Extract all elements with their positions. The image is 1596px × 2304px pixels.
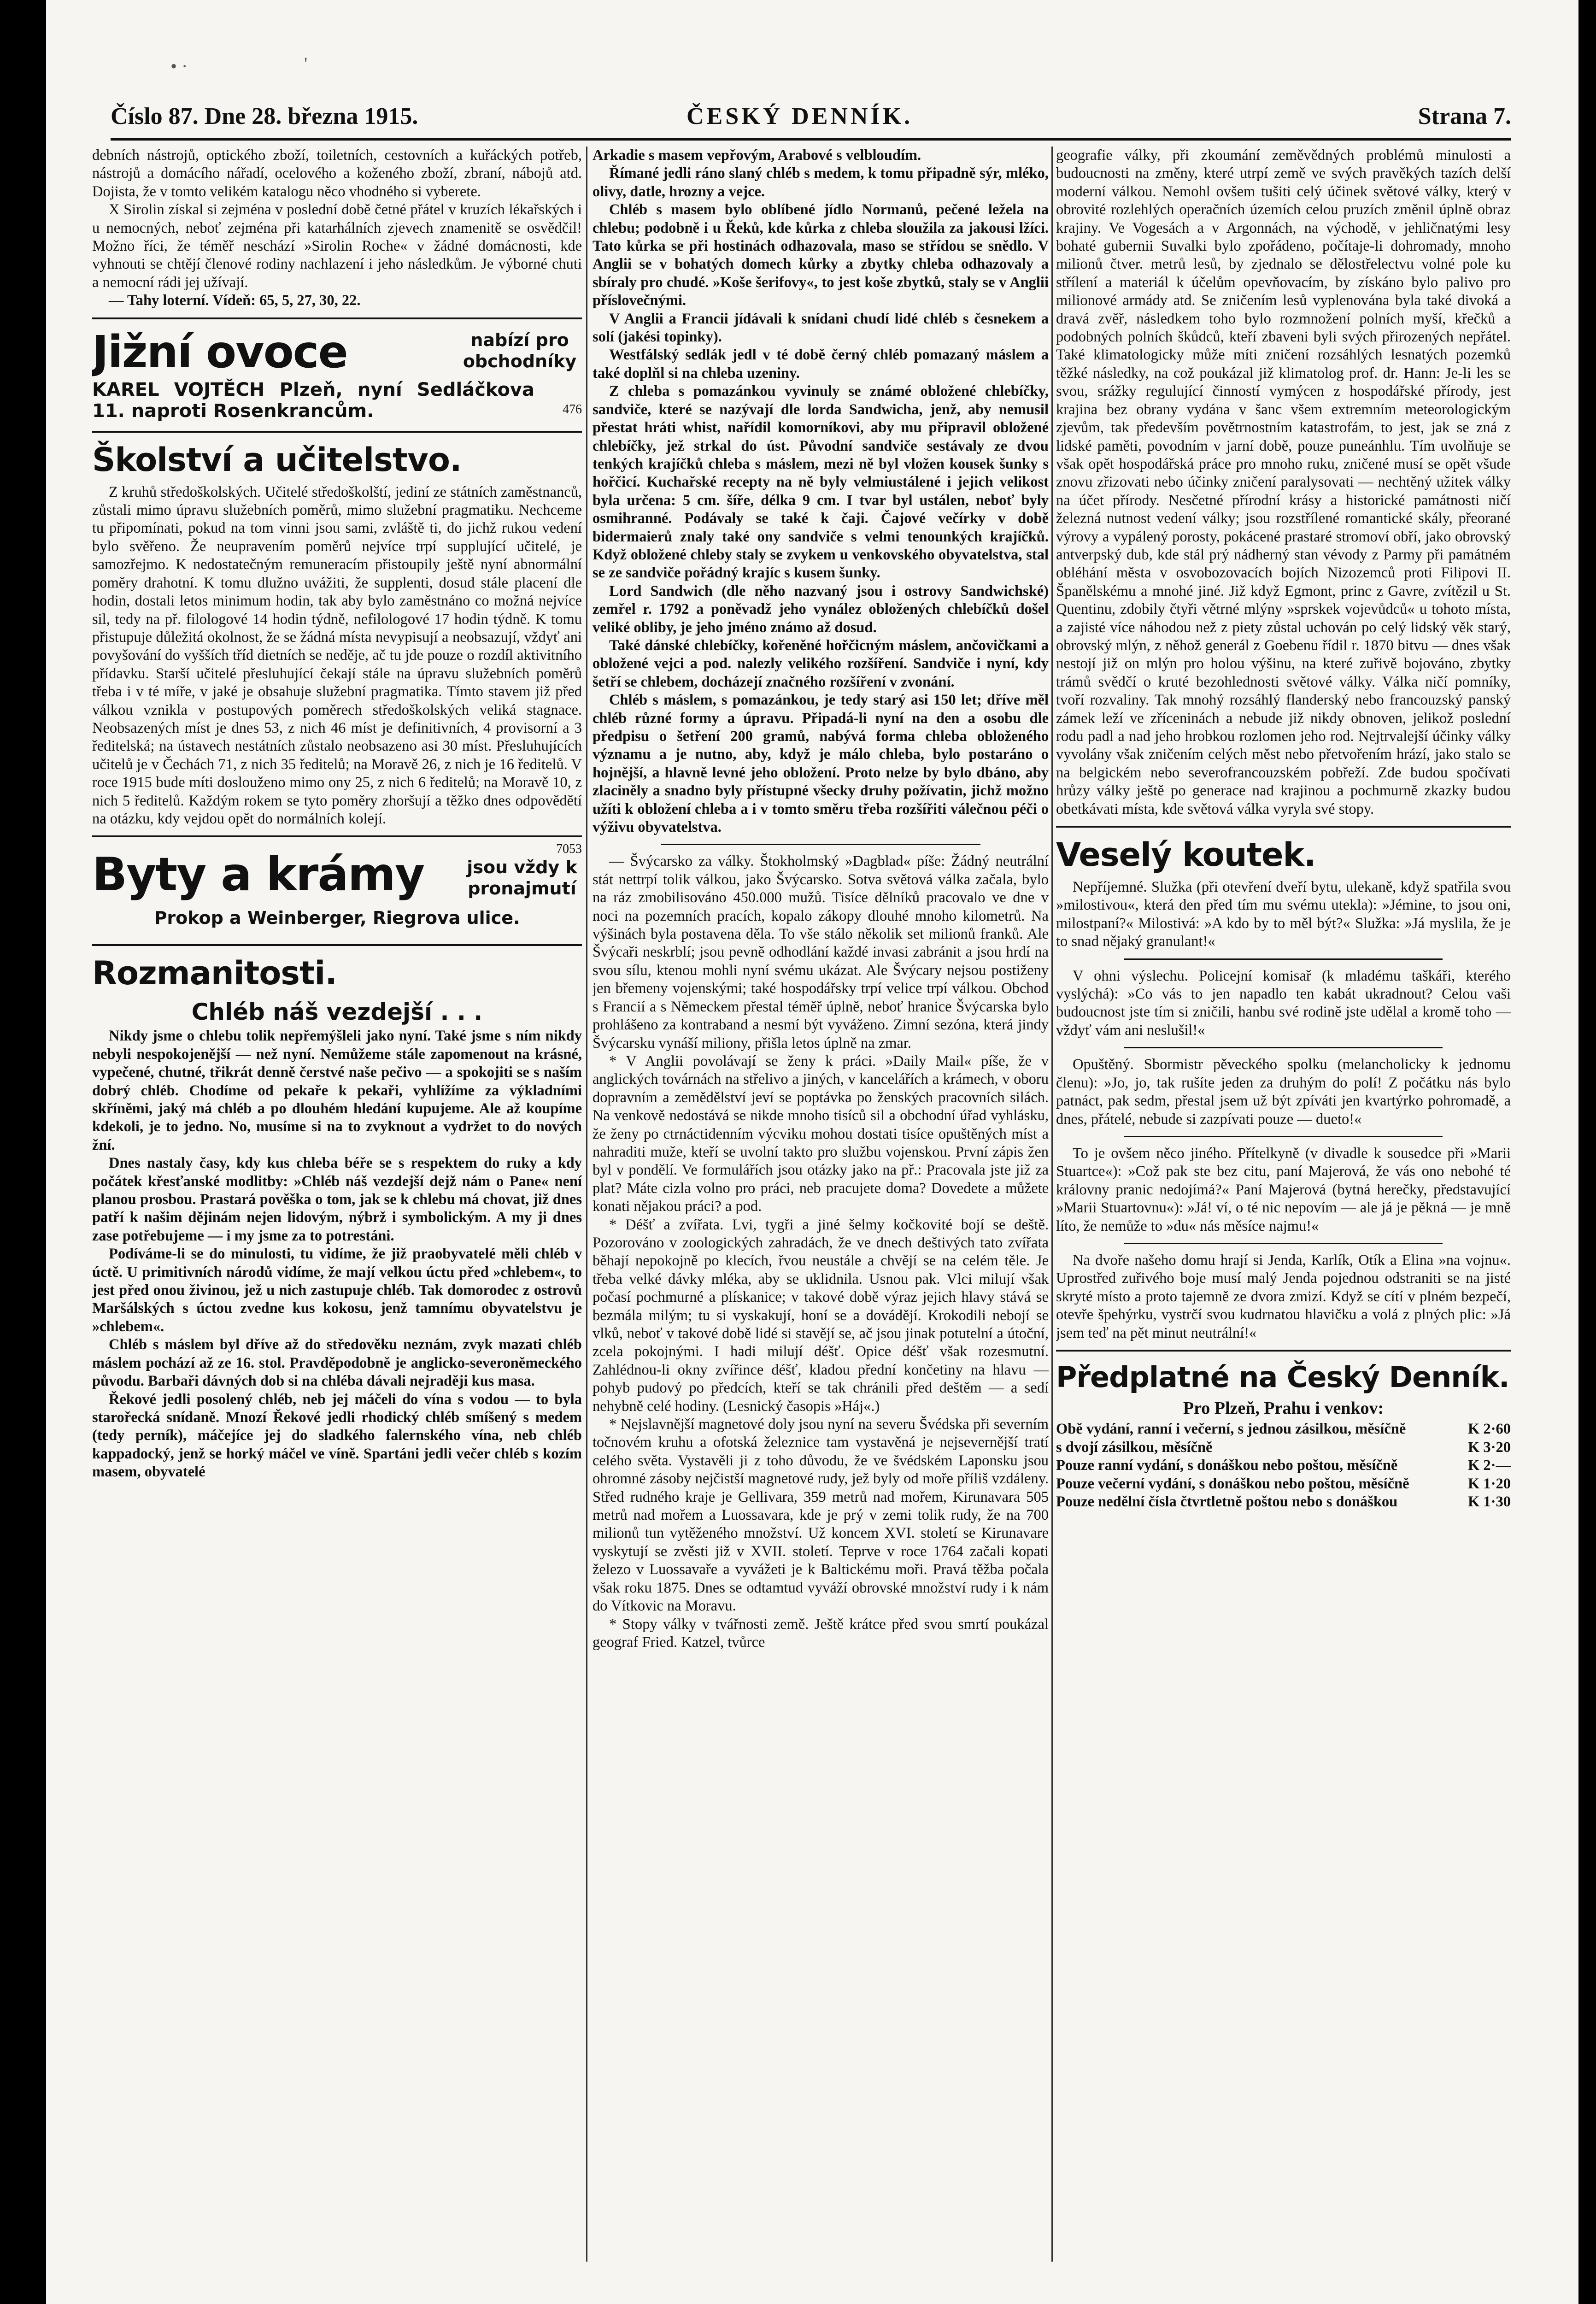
page-header xyxy=(111,97,1511,138)
rule xyxy=(1124,1136,1443,1137)
rule xyxy=(92,944,582,946)
joke: Opuštěný. Sbormistr pěveckého spolku (melancholicky k jednomu členu): »Jo, jo, tak rušíte jeden za druhým do polí! Z počátku nás bylo patnáct, pak sedm, přestal jsem už být zpíváti jen kvartýrko pohromadě, a dnes, přátelé, nebude si zazpívati pouze — dueto!« xyxy=(1056,1056,1511,1128)
subscription-row xyxy=(1056,1457,1511,1475)
article-text: Westfálský sedlák jedl v té době černý chléb pomazaný máslem a také doplňl si na chleba uzeniny. xyxy=(593,347,1049,382)
column-1 xyxy=(92,147,582,2262)
rule xyxy=(92,431,582,433)
lottery-results: — Tahy loterní. Vídeň: 65, 5, 27, 30, 22. xyxy=(109,292,361,309)
news-item: * Stopy války v tvářnosti země. Ještě krátce před svou smrtí poukázal geograf Fried. Katzel, tvůrce xyxy=(593,1616,1049,1651)
masthead-title: ČESKÝ DENNÍK. xyxy=(687,103,913,129)
article-text: Římané jedli ráno slaný chléb s medem, k tomu připadně sýr, mléko, olivy, datle, hrozny a vejce. xyxy=(593,165,1049,200)
subscription-price: K 1·20 xyxy=(1468,1475,1511,1492)
article-text: geografie války, při zkoumání zeměvědných problémů minulosti a budoucnosti na změny, které utrpí země ve svých pravěkých tazích delší moderní válkou. Nemohl ovšem tušiti celý účinek světové války, který v obrovité rozlehlých operačních územích celou pruzích změnil úplně obraz krajiny. Ve Vogesách a v Argonnách, na východě, v jehličnatými lesy bohaté gubernii Suvalki bylo zpořádeno, počítaje-li dohromady, mnoho milionů čtver. metrů lesů, by zjednalo se dělostřelectvu volné pole ku střílení a materiál k účelům opevňovacím, by získáno bylo palivo pro milionové armády atd. Se zničením lesů vyplenována byla také divoká a dravá zvěř, následkem toho bylo rozmnožení polních myší, křečků a podobných polních škůdců, kteří zbaveni byli svých přirozených nepřátel. Také klimatologicky může míti zničení rozsáhlých lesnatých pozemků těžké následky, na což poukázal již klimatolog prof. dr. Hann: Je-li les se svou, srážky regulující činností vymýcen z hospodářské přírody, jest krajina bez obrany vydána v šanc všem extremním meteorologickým zjevům, tak především povětrnostním katastrofám, to jest, jak se zná z lidské paměti, povodním v jarní době, pouze puneánhlu. Tím uvolňuje se však opět hospodářská práce pro mnoho ruku, zničené musí se opět všude znovu zřizovati nebo účinky zničení paralysovati — nechtěný užitek války na účet přírody. Nesčetné přírodní krásy a historické památnosti ničí železná nutnost vedení války; jsou rozstřílené romantické skály, přeorané výrovy a vypálený porosty, pokácené prastaré stromoví obří, jako obrovský antverpský dub, kde stál prý nádherný stan vévody z Parmy při památném obléhání města v osvobozovacích bojích Nizozemců proti Filipovi II. Španělskému a mnohé jiné. Již když Egmont, princ z Gavre, zvítězil u St. Quentinu, zdobily čtyři větrné mlýny »sprskek vojevůdců« u tohoto místa, a zajisté více náhodou než z piety zůstal uchován po celý lidský věk starý, obrovský mlýn, z něhož generál z Goebenu řídil r. 1870 bitvu — dnes však nestojí již on mlýn pro holou výšinu, na které zuřivě bojováno, zbytky trámů svědčí o kruté bezohlednosti světové války. Válka ničí pomníky, tvoří rozvaliny. Tak mnohý rozsáhlý flanderský nebo francouzský panský zámek leží ve zříceninách a nebude již nikdy obnoven, jelikož poslední rodu padl a nad jeho hrobkou rozlomen jeho rod. Nejtrvalejší účinky války vyvolány však zničením celých měst nebo přetvořením hrází, jako stalo se na belgickém nebo severofrancouzském pobřeží. Zde budou spočívati hrůzy války ještě po generace nad krajinou a pochmurně zkazky budou obetkávati místa, kde světová válka vyryla své stopy. xyxy=(1056,147,1511,817)
news-item: * Nejslavnější magnetové doly jsou nyní na severu Švédska při severním točnovém kruhu a ofotská železnice tam vystavěná je nejsevernější tratí celého světa. Vystavěli ji z toho důvodu, že ve švédském Laponsku jsou ohromné zásoby nejčistší magnetové rudy, jež byly od moře příliš vzdáleny. Střed rudného kraje je Gellivara, 359 metrů nad mořem, Kirunavara 505 metrů nad mořem a Luossavara, kde je prý v zemi tolik rudy, že na 700 milionů tun vytěženého množství. Už koncem XVI. století se Kirunavare vyskytují se zvěsti již v XVII. století. Teprve v roce 1764 začali kopati železo v Luossavaře a vyvážeti je k Baltickému moři. Pravá těžba počala však roku 1875. Dnes se odtamtud vyváží obrovské množství rudy i k nám do Vítkovic na Moravu. xyxy=(593,1416,1049,1615)
fruit-ad-title: Jižní ovoce xyxy=(92,326,347,378)
column-rule xyxy=(586,147,587,2262)
article-text: Řekové jedli posolený chléb, neb jej máčeli do vína s vodou — to byla starořecká snídaně. Mnozí Řekové jedli rhodický chléb smíšený s medem (tedy perník), máčejíce jej do sladkého falernského vína, neb chléb kappadocký, jenž se horký máčel ve víně. Spartáni jedli večer chléb s kozím masem, obyvatelé xyxy=(92,1391,582,1481)
article-text: Podíváme-li se do minulosti, tu vidíme, že již praobyvatelé měli chléb v úctě. U primitivních národů vidíme, že mají velkou úctu před »chlebem«, to jest před onou živinou, jež u nich zastupuje chléb. Tak domorodec z ostrovů Maršálských s úctou zvedne kus kokosu, jenž tamnímu obyvatelstvu je »chlebem«. xyxy=(92,1246,582,1335)
subscription-label: Obě vydání, ranní i večerní, s jednou zásilkou, měsíčně xyxy=(1056,1421,1406,1438)
news-item: — Švýcarsko za války. Štokholmský »Dagblad« píše: Žádný neutrální stát nettrpí tolik válkou, jako Švýcarsko. Sotva světová válka začala, bylo na ráz zmobilisováno 450.000 mužů. Tisíce dělníků pracovalo ve dne v noci na pozemních pracích, kopalo zákopy dlouhé mnoho kilometrů. Na výšinách byla postavena děla. To vše stálo několik set milionů franků. Ale Švýcaři neskrblí; jsou pevně odhodlání každé invasi zabránit a jsou hrdí na svou sílu, ktenou mohli nyní svému ukázat. Ale Švýcary nejsou postiženy jen břemeny vojenskými; také hospodářsky trpí velice trpí válkou. Obchod s Francií a s Německem přestal téměř úplně, neboť hranice Švýcarska bylo prohlášeno za kontraband a nesmí být vyváženo. Zimní sezóna, která jindy Švýcarsku vynáší miliony, přišla letos úplně na zmar. xyxy=(593,853,1049,1052)
fruit-ad-body: KAREL VOJTĚCH Plzeň, nyní Sedláčkova 11. naproti Rosenkrancům. xyxy=(92,379,534,422)
rule xyxy=(1056,826,1511,828)
rule xyxy=(1124,958,1443,960)
subscription-subheading: Pro Plzeň, Prahu i venkov: xyxy=(1183,1398,1384,1418)
print-blemish: ' xyxy=(304,53,308,74)
subscription-label: Pouze nedělní čísla čtvrtletně poštou nebo s donáškou xyxy=(1056,1493,1398,1510)
subscription-price: K 1·30 xyxy=(1468,1493,1511,1510)
byty-ad-side: jsou vždy k pronajmutí xyxy=(467,857,577,899)
section-heading-humor: Veselý koutek. xyxy=(1056,836,1316,874)
issue-date: Číslo 87. Dne 28. března 1915. xyxy=(111,103,418,129)
joke: Na dvoře našeho domu hrají si Jenda, Karlík, Otík a Elina »na vojnu«. Uprostřed zuřivého boje musí malý Jenda pojednou odstraniti se na jisté skryté místo a proto tajemně ze dvora zmizí. Když se cítí v plném bezpečí, otevře špehýrku, vystrčí svou kudrnatou hlavičku a volá z plných plic: »Já jsem teď na pět minut neutrální!« xyxy=(1056,1252,1511,1341)
rule xyxy=(661,844,980,845)
joke: V ohni výslechu. Policejní komisař (k mladému taškáři, kterého vyslýchá): »Co vás to jen napadlo ten kabát ukradnout? Celou vaši budoucnost jste tím si zničili, hanbu své rodině jste udělal a kromě toho — vždyť vám ani neslušil!« xyxy=(1056,967,1511,1039)
subscription-price: K 2·60 xyxy=(1468,1421,1511,1438)
article-text: Dnes nastaly časy, kdy kus chleba béře se s respektem do ruky a kdy počátek křesťanské modlitby: »Chléb náš vezdejší dejž nám o Pane« není planou prosbou. Prastará pověška o tom, jak se k chlebu má chovat, již dnes patří k našim dějinám nejen lidovým, nýbrž i symbolickým. A my ji dnes zase potřebujeme — i my jsme za to potrestáni. xyxy=(92,1155,582,1244)
article-text: Lord Sandwich (dle něho nazvaný jsou i ostrovy Sandwichské) zemřel r. 1792 a poněvadž jeho vynález obložených chlebíčků došel veliké obliby, je jeho jméno známo až dosud. xyxy=(593,582,1049,636)
news-item: * Déšť a zvířata. Lvi, tygři a jiné šelmy kočkovité bojí se deště. Pozorováno v zoologických zahradách, že ve dnech deštivých tato zvířata běhají nepokojně po klecích, řvou neustále a chvějí se na celém těle. Je třeba velké dávky mléka, aby se uklidnila. Usnou pak. Vlci milují však počasí pochmurné a plískanice; v takové době výraz jejich hlavy stává se bezmála milým; tu si vyskakují, honí se a dovádějí. Krokodili nebojí se vlků, neboť v takové době lidé si stavějí se, ač jsou jinak potutelní a útoční, zcela pokojnými. I hadi milují déšť. Opice déšť však rozesmutní. Zahlédnou-li okny zvířince déšť, kladou přední končetiny na hlavu — pohyb pudový po předcích, kteří se tak chránili před deštěm — a sedí nehybně celé hodiny. (Lesnický časopis »Háj«.) xyxy=(593,1216,1049,1415)
article-text: Chléb s máslem, s pomazánkou, je tedy starý asi 150 let; dříve měl chléb různé formy a úpravu. Připadá-li nyní na den a osobu dle předpisu o šetření 200 gramů, nabývá forma chleba obloženého významu a je nutno, aby, když je málo chleba, bylo postaráno o hojnější, a hlavně levné jeho obložení. Proto nelze by bylo dbáno, aby zlaciněly a snadno byly přístupné všecky druhy požívatin, jichž možno užíti k obložení chleba a i v tomto směru třeba rozšířiti válečnou péči o výživu obyvatelstva. xyxy=(593,692,1049,836)
fruit-ad-side: nabízí pro obchodníky xyxy=(463,329,577,371)
subscription-row xyxy=(1056,1420,1511,1438)
article-text: Chléb s masem bylo oblíbené jídlo Normanů, pečené ležela na chlebu; podobně i u Řeků, kde kůrka z chleba sloužila za jakousi lžíci. Tato kůrka se při hostinách odhazovala, maso se střídou se snědlo. V Anglii se v bohatých domech kůrky a zbytky chleba odhazovaly a sbíraly pro chudé. »Koše šerifovy«, to jest koše zbytků, staly se v Anglii příslovečnými. xyxy=(593,201,1049,309)
rule xyxy=(92,835,582,837)
article-text: Arkadie s masem vepřovým, Arabové s velbloudím. xyxy=(593,147,921,164)
header-rule xyxy=(111,138,1511,141)
newspaper-page xyxy=(46,0,1578,2304)
rule xyxy=(1056,1350,1511,1352)
article-text: V Anglii a Francii jídávali k snídani chudí lidé chléb s česnekem a solí (jakési topinky). xyxy=(593,310,1049,346)
print-blemish: • · xyxy=(170,56,188,76)
school-article: Z kruhů středoškolských. Učitelé středoškolští, jediní ze státních zaměstnanců, zůstali mimo úpravu služebních poměrů, mimo služební pragmatiku. Nechceme tu připomínati, pokud na tom vinni jsou sami, zvláště ti, do jichž rukou vedení bylo svěřeno. Že neupravením poměrů nejvíce trpí supplující učitelé, je samozřejmo. K nedostatečným remuneracím přistoupily ještě nyní abnormální poměry drahotní. K tomu dlužno uvážiti, že supplenti, dosud stále placení dle hodin, dostali letos minimum hodin, tak aby bylo zaměstnáno co možná nejvíce sil, tedy na př. filologové 14 hodin týdně, nefilologové 17 hodin týdně. K tomu přistupuje důležitá okolnost, že se žádná místa nevypisují a neobsazují, vždyť ani povyšování do vyšších tříd dietních se neděje, ač tu jde pouze o rozdíl aktivitního přídavku. Starší učitelé přesluhující čekají stále na úpravu služebních poměrů třeba i v té míře, v jaké je obsahuje služební pragmatika. Tímto stavem již před válkou vznikla v postupových poměrech středoškolských veliká stagnace. Neobsazených míst je dnes 53, z nich 46 míst je definitivních, 4 provisorní a 3 ředitelská; na ústavech nestátních zůstalo neobsazeno asi 30 míst. Přesluhujících učitelů je v Čechách 71, z nich 35 ředitelů; na Moravě 26, z nich je 16 ředitelů. V roce 1915 bude míti doslouženo mimo ony 25, z nich 6 ředitelů; na Moravě 10, z nich 5 ředitelů. Každým rokem se tyto poměry zhoršují a těžko dnes odpovědětí na otázku, kdy vejdou opět do normálních kolejí. xyxy=(92,483,582,827)
byty-ad-title: Byty a krámy xyxy=(92,847,424,902)
page-number: Strana 7. xyxy=(1418,103,1511,129)
column-rule xyxy=(1051,147,1053,2262)
ad-number: 476 xyxy=(563,402,582,417)
article-text: Z chleba s pomazánkou vyvinuly se známé obložené chlebíčky, sandviče, které se nazývají dle lorda Sandwicha, jenž, aby nemusil přestat hráti whist, nařídil komorníkovi, aby mu připravil obložené chlebíčky, jež strkal do úst. Původní sandviče sestávaly ze dvou tenkých krajíčků chleba s máslem, mezi ně byl vložen kousek šunky s hořčicí. Kuchařské recepty na ně byly velmiustálené i jejich velikost byla určena: 5 cm. šíře, délka 9 cm. I tvar byl ustálen, neboť byly osmihranné. Podávaly se také k čaji. Čajové večírky v době bidermaierů znaly také ony sandviče s velmi tenounkých krajíčků. Když obložené chleby staly se zvykem u venkovského obyvatelstva, stal se ze sandviče pořádný krajíc s kusem šunky. xyxy=(593,383,1049,582)
column-3 xyxy=(1056,147,1511,2262)
joke: Nepříjemné. Služka (při otevření dveří bytu, ulekaně, když spatřila svou »milostivou«, která den před tím mu svému utekla): »Jémine, to jsou oni, milostpaní?« Milostivá: »A kdo by to měl být?« Služka: »Já myslila, že je to snad nějaký granulant!« xyxy=(1056,879,1511,950)
article-text: Chléb s máslem byl dříve až do středověku neznám, zvyk mazati chléb máslem pochází až ze 16. stol. Pravděpodobně je anglicko-severoněmeckého původu. Barbaři dávných dob si na chléba dávali nejraději kus masa. xyxy=(92,1336,582,1390)
rule xyxy=(1124,1047,1443,1048)
rule xyxy=(92,317,582,319)
article-text: Také dánské chlebíčky, kořeněné hořčicným máslem, ančovičkami a obložené vejci a pod. nalezly velikého rozšíření. Sandviče i nyní, kdy šetří se chlebem, docházejí značného rozšíření v zvonání. xyxy=(593,637,1049,690)
column-2 xyxy=(593,147,1049,2262)
subscription-row xyxy=(1056,1493,1511,1511)
article-text: Nikdy jsme o chlebu tolik nepřemýšleli jako nyní. Také jsme s ním nikdy nebyli nespokojenější — než nyní. Nemůžeme stále zapomenout na krásné, vypečené, chutné, třikrát denně čerstvé naše pečivo — a spokojiti se s naším dobrý chléb. Chodíme od pekaře k pekaři, vyhlížíme za výkladními skříněmi, jaký má chléb a po dlouhém hledání kupujeme. Ale až koupíme kdekoli, je to jedno. No, musíme si na to zvyknout a vydržet to do nových žní. xyxy=(92,1028,582,1153)
subscription-heading: Předplatné na Český Denník. xyxy=(1056,1360,1509,1394)
news-item: * V Anglii povolávají se ženy k práci. »Daily Mail« píše, že v anglických továrnách na střelivo a jiných, v kancelářích a krámech, v oboru dopravním a zemědělství jeví se poptávka po ženských pracovních silách. Na venkově nedostává se nikde mnoho tisíců sil a obchodní úřad vyhlásku, že ženy po ctrnáctidenním výcviku mohou dostati tisíce opuštěných míst a nahraditi muže, kteří se uvolní takto pro službu vojenskou. První zápis žen byl v pondělí. Ve formulářích jsou otázky jako na př.: Pracovala jste již za plat? Máte cizla volno pro práci, neb pracujete doma? Dovedete a můžete konati nějakou práci? a pod. xyxy=(593,1052,1049,1215)
byty-ad-sub: Prokop a Weinberger, Riegrova ulice. xyxy=(154,908,520,929)
joke: To je ovšem něco jiného. Přítelkyně (v divadle k sousedce při »Marii Stuartce«): »Což pak ste bez citu, paní Majerová, že vás ono nebohé té královny pranic nedojímá?« Paní Majerová (bytná herečky, představující »Marii Stuartovnu«): »Já! ví, o té nic nepovím — ale já je pěkná — je mně líto, že nemůže to »du« nás měsíce najmu!« xyxy=(1056,1145,1511,1234)
subscription-label: Pouze večerní vydání, s donáškou nebo poštou, měsíčně xyxy=(1056,1475,1409,1492)
subscription-price: K 2·— xyxy=(1468,1457,1511,1474)
byty-ad xyxy=(92,842,582,937)
ad-number: 7053 xyxy=(556,842,582,857)
article-text: debních nástrojů, optického zboží, toiletních, cestovních a kuřáckých potřeb, nástrojů a domácího nářadí, ocelového a koženého zboží, zbraní, nábojů atd. Dojista, že v tomto velikém katalogu něco vhodného si vyberete. xyxy=(92,147,582,200)
section-heading-misc: Rozmanitosti. xyxy=(92,954,337,993)
subscription-row xyxy=(1056,1475,1511,1493)
rule xyxy=(1124,1243,1443,1244)
sirolin-notice: X Sirolin získal si zejména v poslední době četné přátel v kruzích lékařských i u nemocných, neboť zejména při katarhálních zjevech znamenitě se osvědčil! Možno říci, že téměř neschází »Sirolin Roche« v žádné domácnosti, kde vyhnouti se chtějí členové rodiny nachlazení i jeho následkům. Je výborné chuti a nemocní rádi jej užívají. xyxy=(92,201,582,291)
section-heading-school: Školství a učitelstvo. xyxy=(92,441,462,479)
fruit-ad xyxy=(92,327,582,423)
subscription-label: s dvojí zásilkou, měsíčně xyxy=(1056,1439,1213,1456)
subscription-row xyxy=(1056,1439,1511,1457)
subscription-label: Pouze ranní vydání, s donáškou nebo poštou, měsíčně xyxy=(1056,1457,1398,1474)
article-title: Chléb náš vezdejší . . . xyxy=(191,999,483,1026)
subscription-price: K 3·20 xyxy=(1468,1439,1511,1456)
